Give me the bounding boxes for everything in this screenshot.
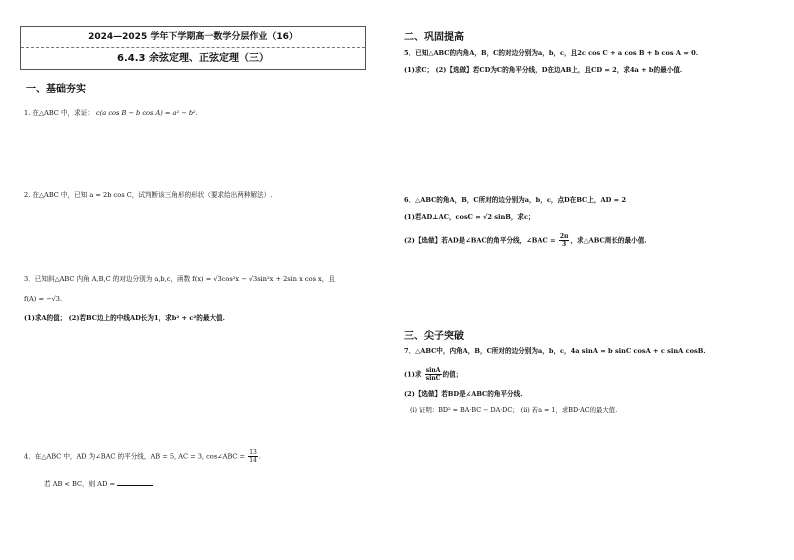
question-6-part-1: (1)若AD⊥AC，cosC = √2 sinB，求c； [404,213,535,221]
fraction-denominator: 3 [562,241,567,248]
fraction-numerator: 13 [249,449,257,456]
lesson-title: 6.4.3 余弦定理、正弦定理（三） [117,53,269,64]
question-1 [24,109,198,118]
question-4-fraction [248,449,258,464]
question-1-number: 1. [24,109,31,117]
question-7-part-1-tail: 的值； [442,370,463,379]
question-3-parts: (1)求A的值； (2)若BC边上的中线AD长为1，求b² + c²的最大值. [24,314,225,322]
question-4-line-2 [44,479,153,489]
question-4-condition: 若 AB < BC，则 AD = [44,480,115,488]
question-1-formula: c(a cos B − b cos A) = a² − b². [96,109,198,117]
question-4-text: 4．在△ABC 中，AD 为∠BAC 的平分线，AB = 5, AC = 3, cos∠ABC = [24,452,246,461]
fraction-numerator: 2π [559,233,569,240]
question-2: 2. 在△ABC 中，已知 a = 2b cos C，试判断该三角形的形状（要求给出两种解法）. [24,191,273,199]
question-7-part-1-text: (1)求 [404,370,422,379]
question-6-part-2-text: (2)【选做】若AD是∠BAC的角平分线，∠BAC = [404,236,556,245]
question-3-line-2: f(A) = −√3. [24,295,63,303]
question-6-part-2 [404,233,647,248]
question-3-line-1: 3．已知斜△ABC 内角 A,B,C 的对边分别为 a,b,c，函数 f(x) = √3cos²x − √3sin²x + 2sin x cos x，且 [24,275,335,283]
question-4-line-1: 4．在△ABC 中，AD 为∠BAC 的平分线，AB = 5, AC = 3, cos∠ABC = $\frac{13}{14}$ . [24,449,261,464]
fraction-denominator: sinC [425,375,441,382]
section-basic: 一、基础夯实 [26,84,86,95]
header-box [20,26,366,70]
question-6-part-2-tail: ，求△ABC周长的最小值. [570,236,647,245]
question-6-fraction [559,233,570,248]
question-6-line-1: 6．△ABC的角A，B，C所对的边分别为a，b，c，点D在BC上，AD = 2 [404,196,627,204]
question-7-fraction [425,367,442,382]
section-consolidate: 二、巩固提高 [404,32,464,43]
question-7-part-1 [404,367,462,382]
header-divider [21,47,365,48]
fraction-numerator: sinA [425,367,441,374]
question-1-text: 在△ABC 中，求证： [32,109,94,117]
question-7-line-1: 7．△ABC中，内角A，B，C所对的边分别为a，b，c，4a sinA = b sinC cosA + c sinA cosB. [404,347,706,355]
section-advanced: 三、尖子突破 [404,331,464,342]
question-5-parts: (1)求C； (2)【选做】若CD为C的角平分线，D在边AB上，且CD = 2，求4a + b的最小值. [404,66,683,74]
answer-blank[interactable] [117,479,153,486]
question-7-subparts: (i) 证明：BD² = BA·BC − DA·DC； (ii) 若a = 1，求BD·AC的最大值. [410,406,618,414]
worksheet-title: 2024—2025 学年下学期高一数学分层作业（16） [88,32,298,42]
question-5-line-1: 5．已知△ABC的内角A，B，C的对边分别为a，b，c，且2c cos C + a cos B + b cos A = 0. [404,49,699,57]
question-7-part-2: (2)【选做】若BD是∠ABC的角平分线. [404,390,523,398]
fraction-denominator: 14 [249,457,257,464]
